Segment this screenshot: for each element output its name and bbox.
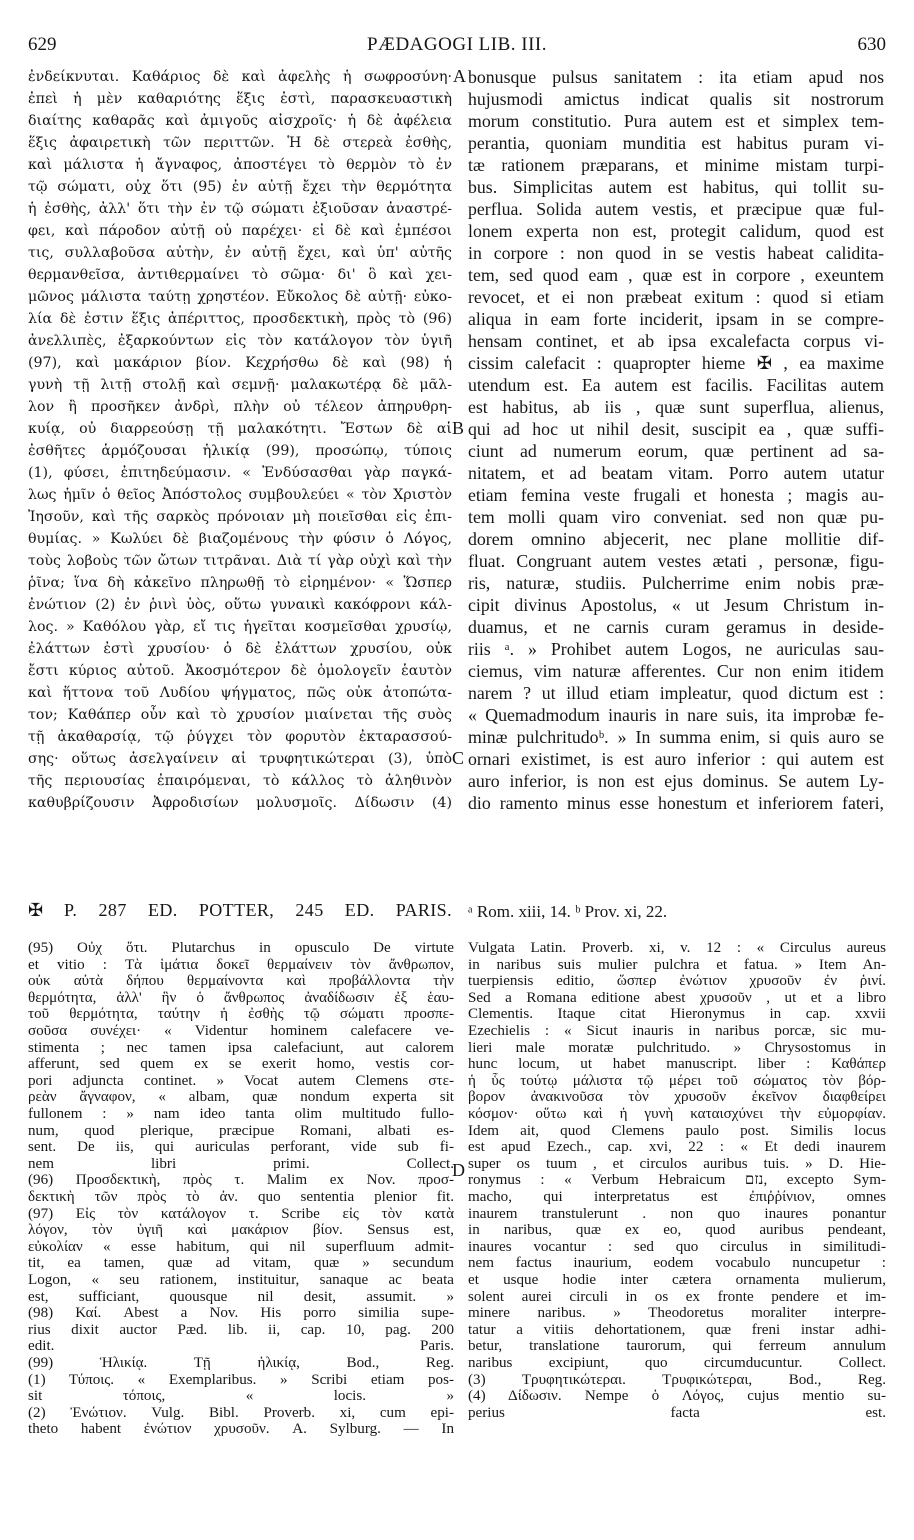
latin-text-line: lonem experta non est, protegit calidum, quod est <box>468 221 884 241</box>
footnote-line: solent aurei circuli in os ex fronte pendere et im- <box>468 1288 886 1305</box>
greek-text-line: ἐσθῆτες ἁρμόζουσαι ἡλικίᾳ (99), προσώπῳ, τύποις <box>28 443 452 459</box>
latin-text-line: tem molli quam viro conveniat. sed non quæ pu- <box>468 507 884 527</box>
footnote-line: Idem ait, quod Clemens paulo post. Similis locus <box>468 1122 886 1139</box>
footnote-line: minere naribus. » Theodoretus moraliter interpre- <box>468 1305 886 1322</box>
footnote-line: λόγον, τὸν ὑγιῆ καὶ μακάριον βίον. Sensus est, <box>28 1222 454 1239</box>
footnote-line: sent. De iis, qui auriculas perforant, vide sub fi- <box>28 1139 454 1156</box>
footnote-line: est, sufficiant, quousque nil desit, assumit. » <box>28 1288 454 1305</box>
greek-text-line: ἐνώτιον (2) ἐν ῥινὶ ὑὸς, οὕτω γυναικὶ κακόφρονι κάλ- <box>28 597 452 613</box>
footnote-line: (97) Εἰς τὸν κατάλογον τ. Scribe εἰς τὸν κατὰ <box>28 1205 454 1222</box>
greek-text-line: τις, συλλαβοῦσα αὐτὴν, ἐν αὐτῇ ἔχει, καὶ ὑπ' αὐτῆς <box>28 245 452 261</box>
latin-text-line: utendum est. Ea autem est facilis. Facilitas autem <box>468 375 884 395</box>
latin-text-line: aliqua in eam forte inciderit, ipsam in se compre- <box>468 309 884 329</box>
footnotes-left-column <box>28 940 454 1438</box>
footnote-line: Vulgata Latin. Proverb. xi, v. 12 : « Circulus aureus <box>468 940 886 956</box>
latin-text-line: etiam femina veste frugali et honesta ; magis au- <box>468 485 884 505</box>
footnote-line: tit, ea tamen, quæ ad vitam, quæ » secundum <box>28 1255 454 1272</box>
footnote-line: et vitio : Τὰ ἱμάτια δοκεῖ θερμαίνειν τὸν ἄνθρωπον, <box>28 956 454 973</box>
footnote-line: edit. Paris. <box>28 1338 454 1355</box>
footnote-line: betur, translatione taurorum, qui ferreum annulum <box>468 1338 886 1355</box>
greek-text-line: ἀνελλιπὲς, ἐξαρκούντων εἰς τὸν κατάλογον τὸν ὑγιῆ <box>28 333 452 349</box>
latin-text-line: perantia, quoniam munditia est habitus puram vi- <box>468 133 884 153</box>
footnote-line: κόσμον· οὕτω καὶ ἡ γυνὴ καταισχύνει τὴν εὐμορφίαν. <box>468 1106 886 1122</box>
footnote-line: fullonem : » nam ideo tanta olim multitudo fullo- <box>28 1106 454 1122</box>
footnote-line: (3) Τρυφητικώτεραι. Τρυφικώτεραι, Bod., Reg. <box>468 1371 886 1388</box>
latin-text-line: fluat. Congruant autem vestes ætati , personæ, figu- <box>468 551 884 571</box>
footnote-line: δεκτικὴ τῶν πρὸς τὸ ἀν. quo sententia plenior fit. <box>28 1189 454 1205</box>
footnote-line: (99) Ἡλικίᾳ. Τῇ ἡλικίᾳ, Bod., Reg. <box>28 1355 454 1371</box>
greek-text-line: καὶ μάλιστα ἡ ἄγναφος, ἀποστέγει τὸ θερμὸν τὸ ἐν <box>28 157 452 173</box>
footnote-line: inaurem transtulerunt . non quo inaures ponantur <box>468 1205 886 1222</box>
latin-text-line: hujusmodi amictus indicat qualis sit nostrorum <box>468 89 884 109</box>
latin-text-line: est habitus, ab iis , quæ sunt superflua, alienus, <box>468 397 884 417</box>
edition-reference <box>28 900 452 926</box>
greek-text-line: τῷ σώματι, οὐχ ὅτι (95) ἐν αὐτῇ ἔχει τὴν θερμότητα <box>28 179 452 195</box>
latin-text-line: perflua. Solida autem vestis, et præcipue quæ ful- <box>468 199 884 219</box>
footnote-line: theto habent ἐνώτιον χρυσοῦν. A. Sylburg. — In <box>28 1421 454 1438</box>
latin-text-line: riis ᵃ. » Prohibet autem Logos, ne auriculas sau- <box>468 639 884 659</box>
greek-text-line: θερμανθεῖσα, ἀντιθερμαίνει τὸ σῶμα· δι' ὃ καὶ χει- <box>28 267 452 283</box>
marginal-letter-b: B <box>452 418 465 438</box>
latin-text-line: nitatem, et ad beatam vitam. Porro autem utatur <box>468 463 884 483</box>
greek-text-line: κυίᾳ, οὐ διαρρεούσῃ τῇ μαλακότητι. Ἔστων δὲ αἱ <box>28 421 452 437</box>
latin-text-line: cipit divinus Apostolus, « ut Jesum Christum in- <box>468 595 884 615</box>
marginal-letter-c: C <box>452 748 465 768</box>
greek-text-column <box>28 66 452 814</box>
footnote-line: nem factus inaurium, eodem vocabulo nuncupetur : <box>468 1255 886 1272</box>
footnote-line: sit τόποις, « locis. » <box>28 1388 454 1405</box>
footnote-line: εὐκολίαν « esse habitum, qui nil superfluum admit- <box>28 1238 454 1255</box>
greek-text-line: τον; Καθάπερ οὖν καὶ τὸ χρυσίον μιαίνεται τῆς συὸς <box>28 707 452 723</box>
footnote-line: ρεὰν ἄγναφον, « albam, quæ nondum experta sit <box>28 1089 454 1106</box>
greek-text-line: ῥῖνα; ἵνα δὴ κἀκεῖνο πληρωθῇ τὸ εἰρημένον· « Ὥσπερ <box>28 575 452 591</box>
footnote-line: hunc locum, ut habet manuscript. liber : Καθάπερ <box>468 1056 886 1073</box>
running-title: PÆDAGOGI LIB. III. <box>367 34 547 55</box>
greek-text-line: θυμίας. » Κωλύει δὲ βιαζομένους τὴν φύσιν ὁ Λόγος, <box>28 531 452 547</box>
latin-text-line: dorem omnino abjecerit, nec plane mollitie dif- <box>468 529 884 549</box>
greek-text-line: ἐνδείκνυται. Καθάριος δὲ καὶ ἀφελὴς ἡ σωφροσύνη· <box>28 69 452 85</box>
footnote-line: naribus excipiunt, quo circumducuntur. Collect. <box>468 1355 886 1371</box>
latin-text-line: hensam continet, et ab ipsa excalefacta corpus vi- <box>468 331 884 351</box>
footnote-line: Logon, « seu rationem, instituitur, sanaque ac beata <box>28 1272 454 1288</box>
footnote-line: Sed a Romana editione abest χρυσοῦν , ut et a libro <box>468 989 886 1006</box>
greek-text-line: λως ἡμῖν ὁ θεῖος Ἀπόστολος συμβουλεύει « τὸν Χριστὸν <box>28 487 452 503</box>
footnote-line: rius dixit auctor Pæd. lib. ii, cap. 10, pag. 200 <box>28 1321 454 1338</box>
latin-text-line: bus. Simplicitas autem est habitus, qui tollit su- <box>468 177 884 197</box>
latin-text-line: morum constitutio. Pura autem est et simplex tem- <box>468 111 884 131</box>
greek-text-line: λος. » Καθόλου γὰρ, εἴ τις ἡγεῖται κοσμεῖσθαι χρυσίῳ, <box>28 619 452 635</box>
greek-text-line: φει, καὶ πάροδον αὐτῇ οὐ παρέχει· εἰ δὲ καὶ ἐμπέσοι <box>28 223 452 239</box>
greek-text-line: ἐπεὶ ἡ μὲν καθαριότης ἕξις ἐστὶ, παρασκευαστικὴ <box>28 91 452 107</box>
greek-text-line: ἡ ἐσθὴς, ἀλλ' ὅτι τὴν ἐν τῷ σώματι ἐξιοῦσαν ἀναστρέ- <box>28 201 452 217</box>
footnote-line: et usque hodie inter cætera ornamenta mulierum, <box>468 1272 886 1288</box>
latin-text-line: ciemus, vim naturæ afferentes. Cur non enim itidem <box>468 661 884 681</box>
greek-text-line: λία δὲ ἐστιν ἕξις ἀπέριττος, προσδεκτικὴ, πρὸς τὸ (96) <box>28 311 452 327</box>
footnote-line: θερμότητα, ἀλλ' ἣν ὁ ἄνθρωπος ἀναδίδωσιν ἐξ ἑαυ- <box>28 989 454 1006</box>
greek-text-line: Ἰησοῦν, καὶ τῆς σαρκὸς πρόνοιαν μὴ ποιεῖσθαι εἰς ἐπι- <box>28 509 452 525</box>
page-number-left: 629 <box>28 34 57 55</box>
page-number-right: 630 <box>857 34 886 55</box>
edition-reference-text: P. 287 ED. POTTER, 245 ED. PARIS. <box>64 900 452 920</box>
footnote-line: super os tuum , et circulos auribus tuis. » D. Hie- <box>468 1155 886 1172</box>
latin-text-line: auro inferior, is non est ejus dominus. Se autem Ly- <box>468 771 884 791</box>
greek-text-line: ἕξις ἀφαιρετικὴ τῶν περιττῶν. Ἡ δὲ στερεὰ ἐσθὴς, <box>28 135 452 151</box>
footnote-line: in naribus, quæ ex eo, quod auribus pendeant, <box>468 1222 886 1239</box>
footnote-line: (98) Καί. Abest a Nov. His porro similia supe- <box>28 1305 454 1322</box>
footnotes-right-column <box>468 940 886 1421</box>
scripture-references: ᵃ Rom. xiii, 14. ᵇ Prov. xi, 22. <box>468 902 668 921</box>
cross-star-icon: ✠ <box>28 900 44 920</box>
greek-text-line: ἔστι κύριος αὐτοῦ. Ἀκοσμότερον δὲ ὁμολογεῖν ἑαυτὸν <box>28 663 452 679</box>
footnote-line: Clementis. Itaque citat Hieronymus in cap. xxvii <box>468 1006 886 1023</box>
greek-text-line: γυνὴ τῇ λιτῇ στολῇ καὶ σεμνῇ· μαλακωτέρᾳ δὲ μᾶλ- <box>28 377 452 393</box>
footnote-line: σοῦσα συνέχει· « Videntur hominem calefacere ve- <box>28 1023 454 1039</box>
latin-text-line: narem ? ut illud etiam impleatur, quod dictum est : <box>468 683 884 703</box>
footnote-line: inaures vocantur : sed quo circulus in similitudi- <box>468 1238 886 1255</box>
latin-text-line: duamus, et ne carnis curam geramus in deside- <box>468 617 884 637</box>
footnote-line: in naribus suis mulier pulchra et fatua. » Item An- <box>468 956 886 973</box>
footnote-line: afferunt, sed quem ex se exerit homo, vestis cor- <box>28 1056 454 1073</box>
footnote-line: tatur a vitiis dehortationem, quæ freni instar adhi- <box>468 1321 886 1338</box>
greek-text-line: (97), καὶ μακάριον βίον. Κεχρήσθω δὲ καὶ (98) ἡ <box>28 355 452 371</box>
marginal-letter-a: A <box>453 66 466 86</box>
footnote-line: pori adjuncta continet. » Vocat autem Clemens στε- <box>28 1072 454 1089</box>
footnote-line: οὐκ αὐτὰ δήπου θερμαίνοντα καὶ προβάλλοντα τὴν <box>28 973 454 990</box>
latin-text-line: tæ rationem præparans, et minime mistam turpi- <box>468 155 884 175</box>
latin-text-line: ris, naturæ, studiis. Pulcherrime enim nobis præ- <box>468 573 884 593</box>
greek-text-line: τῇ ἀκαθαρσίᾳ, τῷ ῥύγχει τὸν φορυτὸν ἐκταρασσού- <box>28 729 452 745</box>
marginal-letter-d: D <box>452 1160 465 1180</box>
footnote-line: lieri male moratæ pulchritudo. » Chrysostomus in <box>468 1039 886 1056</box>
page-header <box>28 34 886 60</box>
latin-text-line: in corpore : non quod in se vestis habeat calidita- <box>468 243 884 263</box>
greek-text-line: διαίτης καθαρᾶς καὶ ἀμιγοῦς αἰσχροῖς· ἡ δὲ ἀφέλεια <box>28 113 452 129</box>
latin-text-line: qui ad hoc ut nihil desit, suscipit ea , quæ suffi- <box>468 419 884 439</box>
greek-text-line: λον ἢ προσῆκεν ἀνδρὶ, πλὴν οὐ τέλεον ἀπηρυθρη- <box>28 399 452 415</box>
footnote-line: (4) Δίδωσιν. Nempe ὁ Λόγος, cujus mentio su- <box>468 1388 886 1405</box>
latin-text-line: cissim calefacit : quapropter hieme ✠ , ea maxime <box>468 353 884 373</box>
footnote-line: (2) Ἐνώτιον. Vulg. Bibl. Proverb. xi, cum epi- <box>28 1404 454 1421</box>
greek-text-line: καθυβρίζουσιν Ἀφροδισίων μολυσμοῖς. Δίδωσιν (4) <box>28 795 452 811</box>
latin-text-line: ornari existimet, is est auro inferior : qui autem est <box>468 749 884 769</box>
greek-text-line: μῶνος μάλιστα ταύτῃ χρηστέον. Εὔκολος δὲ αὐτῇ· εὐκο- <box>28 289 452 305</box>
latin-text-line: bonusque pulsus sanitatem : ita etiam apud nos <box>468 67 884 87</box>
footnote-line: stimenta ; nec tamen ipsa calefaciunt, aut calorem <box>28 1039 454 1056</box>
footnote-line: βορον ἀνακινοῦσα τὸν χρυσοῦν ἐκεῖνον διαφθείρει <box>468 1089 886 1106</box>
greek-text-line: (1), φύσει, ἐπιτηδεύμασιν. « Ἐνδύσασθαι γὰρ παγκά- <box>28 465 452 481</box>
latin-text-line: « Quemadmodum inauris in nare suis, ita improbæ fe- <box>468 705 884 725</box>
footnote-line: (1) Τύποις. « Exemplaribus. » Scribi etiam pos- <box>28 1371 454 1388</box>
footnote-line: perius facta est. <box>468 1404 886 1421</box>
footnote-line: est apud Ezech., cap. xvi, 22 : « Et dedi inaurem <box>468 1139 886 1156</box>
footnote-line: τοῦ θερμότητα, ταύτην ἡ ἐσθὴς τῷ σώματι προσπε- <box>28 1006 454 1023</box>
latin-text-line: dio ramento minus esse honestum et inferiorem fateri, <box>468 793 884 813</box>
footnote-line: num, quod plerique, præcipue Romani, albati es- <box>28 1122 454 1139</box>
greek-text-line: τῆς περιουσίας ἐπαιρόμεναι, τὸ κάλλος τὸ ἀληθινὸν <box>28 773 452 789</box>
latin-text-line: revocet, et ei non præbeat exitum : quod si etiam <box>468 287 884 307</box>
footnote-line: Ezechielis : « Sicut inauris in naribus porcæ, sic mu- <box>468 1023 886 1039</box>
footnote-line: nem libri primi. Collect. <box>28 1155 454 1172</box>
greek-text-line: ἐλάττων ἐστὶ χρυσίου· ὁ δὲ ἐλάττων χρυσίου, οὐκ <box>28 641 452 657</box>
footnote-line: ἡ ὗς τούτῳ μάλιστα τῷ μέρει τοῦ σώματος τὸν βόρ- <box>468 1072 886 1089</box>
footnote-line: ronymus : « Verbum Hebraicum נזם, excepto Sym- <box>468 1172 886 1189</box>
footnote-line: (95) Οὐχ ὅτι. Plutarchus in opusculo De virtute <box>28 940 454 956</box>
footnote-line: tuerpiensis editio, ὥσπερ ἐνώτιον χρυσοῦν ἐν ῥινί. <box>468 973 886 990</box>
greek-text-line: σης· οὕτως ἀσελγαίνειν αἱ τρυφητικώτεραι (3), ὑπὸ <box>28 751 452 767</box>
latin-text-line: ciunt ad numerum eorum, quæ pertinent ad sa- <box>468 441 884 461</box>
footnote-line: macho, qui interpretatus est ἐπιῤῥίνιον, omnes <box>468 1189 886 1205</box>
latin-text-line: minæ pulchritudoᵇ. » In summa enim, si quis auro se <box>468 727 884 747</box>
greek-text-line: τοὺς λοβοὺς τῶν ὤτων τιτρᾶναι. Διὰ τί γὰρ οὐχὶ καὶ τὴν <box>28 553 452 569</box>
footnote-line: (96) Προσδεκτικὴ, πρὸς τ. Malim ex Nov. προσ- <box>28 1172 454 1189</box>
latin-text-column <box>468 66 884 814</box>
greek-text-line: καὶ ἥττονα τοῦ Λυδίου ψήγματος, πῶς οὐκ ἀτοπώτα- <box>28 685 452 701</box>
latin-text-line: tem, sed quod eam , quæ est in corpore , exeuntem <box>468 265 884 285</box>
